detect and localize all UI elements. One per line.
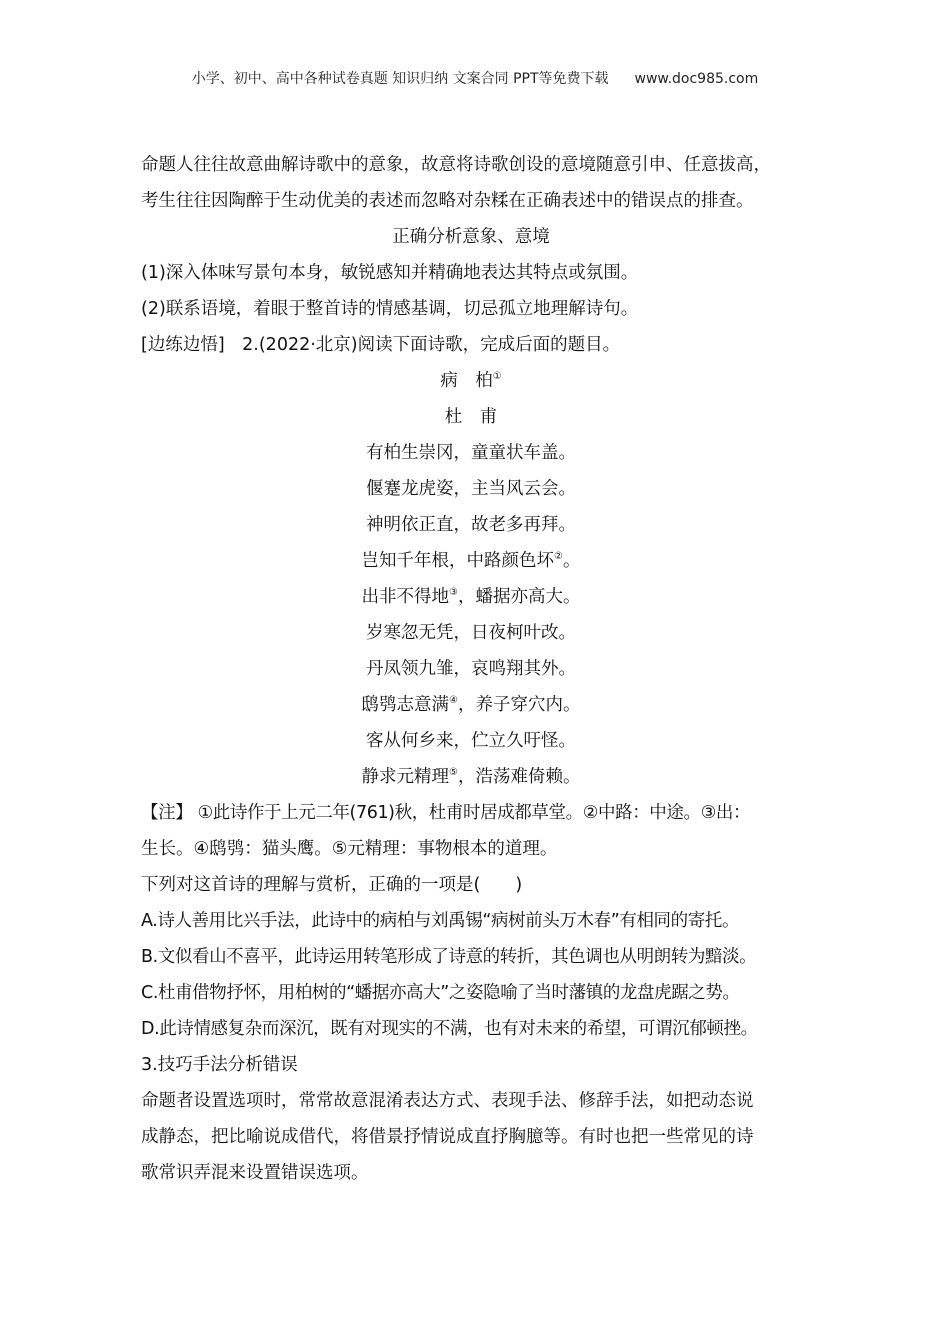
section3-line-2: 成静态，把比喻说成借代，将借景抒情说成直抒胸臆等。有时也把一些常见的诗: [141, 1127, 754, 1147]
poem-line-tail: ，养子穿穴内。: [457, 695, 581, 715]
option-b: B.文似看山不喜平，此诗运用转笔形成了诗意的转折，其色调也从明朗转为黯淡。: [141, 947, 757, 967]
point-2: (2)联系语境，着眼于整首诗的情感基调，切忌孤立地理解诗句。: [141, 299, 639, 319]
poem-author: 杜 甫: [444, 407, 498, 427]
poem-line: [141, 579, 801, 615]
poem-line: [141, 759, 801, 795]
option-a: A.诗人善用比兴手法，此诗中的病柏与刘禹锡“病树前头万木春”有相同的寄托。: [141, 911, 740, 931]
header-text: 小学、初中、高中各种试卷真题 知识归纳 文案合同 PPT等免费下载: [191, 71, 609, 87]
poem-title-text: 病 柏: [440, 371, 493, 391]
intro-line-1: 命题人往往故意曲解诗歌中的意象，故意将诗歌创设的意境随意引申、任意拔高，: [141, 155, 771, 175]
poem-note-marker: ③: [449, 587, 458, 598]
poem-line: 神明依正直，故老多再拜。: [366, 515, 576, 535]
poem-line-text: 出非不得地: [361, 587, 450, 607]
exercise-heading: [边练边悟] 2.(2022·北京)阅读下面诗歌，完成后面的题目。: [141, 335, 621, 355]
poem-line-text: 鸱鸮志意满: [361, 695, 450, 715]
poem-note-marker: ④: [449, 695, 458, 706]
header-site: www.doc985.com: [634, 71, 759, 87]
poem-note-marker: ⑤: [449, 767, 458, 778]
poem-line-tail: ，蟠据亦高大。: [457, 587, 581, 607]
intro-line-2: 考生往往因陶醉于生动优美的表述而忽略对杂糅在正确表述中的错误点的排查。: [141, 191, 754, 211]
notes-line-2: 生长。④鸱鸮：猫头鹰。⑤元精理：事物根本的道理。: [141, 839, 558, 859]
option-c: C.杜甫借物抒怀，用柏树的“蟠据亦高大”之姿隐喻了当时藩镇的龙盘虎踞之势。: [141, 983, 740, 1003]
poem-note-marker: ②: [554, 551, 563, 562]
poem-line: [141, 543, 801, 579]
section3-line-3: 歌常识弄混来设置错误选项。: [141, 1163, 369, 1183]
poem-title-note: ①: [492, 371, 502, 382]
poem-title: [141, 363, 801, 399]
document-body: [141, 147, 831, 1191]
poem-line-tail: ，浩荡难倚赖。: [457, 767, 581, 787]
section-title: 正确分析意象、意境: [392, 227, 550, 247]
poem-line-text: 岂知千年根，中路颜色坏: [361, 551, 555, 571]
poem-line: 有柏生崇冈，童童状车盖。: [366, 443, 576, 463]
poem-line: 岁寒忽无凭，日夜柯叶改。: [366, 623, 576, 643]
poem-line: 丹凤领九雏，哀鸣翔其外。: [366, 659, 576, 679]
poem-line-text: 静求元精理: [361, 767, 450, 787]
page-header: [0, 68, 950, 88]
notes-line-1: 【注】 ①此诗作于上元二年(761)秋，杜甫时居成都草堂。②中路：中途。③出：: [141, 803, 751, 823]
poem-line: 客从何乡来，伫立久吁怪。: [366, 731, 576, 751]
section3-title: 3.技巧手法分析错误: [141, 1055, 298, 1075]
option-d: D.此诗情感复杂而深沉，既有对现实的不满，也有对未来的希望，可谓沉郁顿挫。: [141, 1019, 758, 1039]
point-1: (1)深入体味写景句本身，敏锐感知并精确地表达其特点或氛围。: [141, 263, 639, 283]
question-stem: 下列对这首诗的理解与赏析，正确的一项是( ): [141, 875, 523, 895]
poem-line: 偃蹇龙虎姿，主当风云会。: [366, 479, 576, 499]
poem-line-tail: 。: [562, 551, 581, 571]
section3-line-1: 命题者设置选项时，常常故意混淆表达方式、表现手法、修辞手法，如把动态说: [141, 1091, 754, 1111]
poem-line: [141, 687, 801, 723]
